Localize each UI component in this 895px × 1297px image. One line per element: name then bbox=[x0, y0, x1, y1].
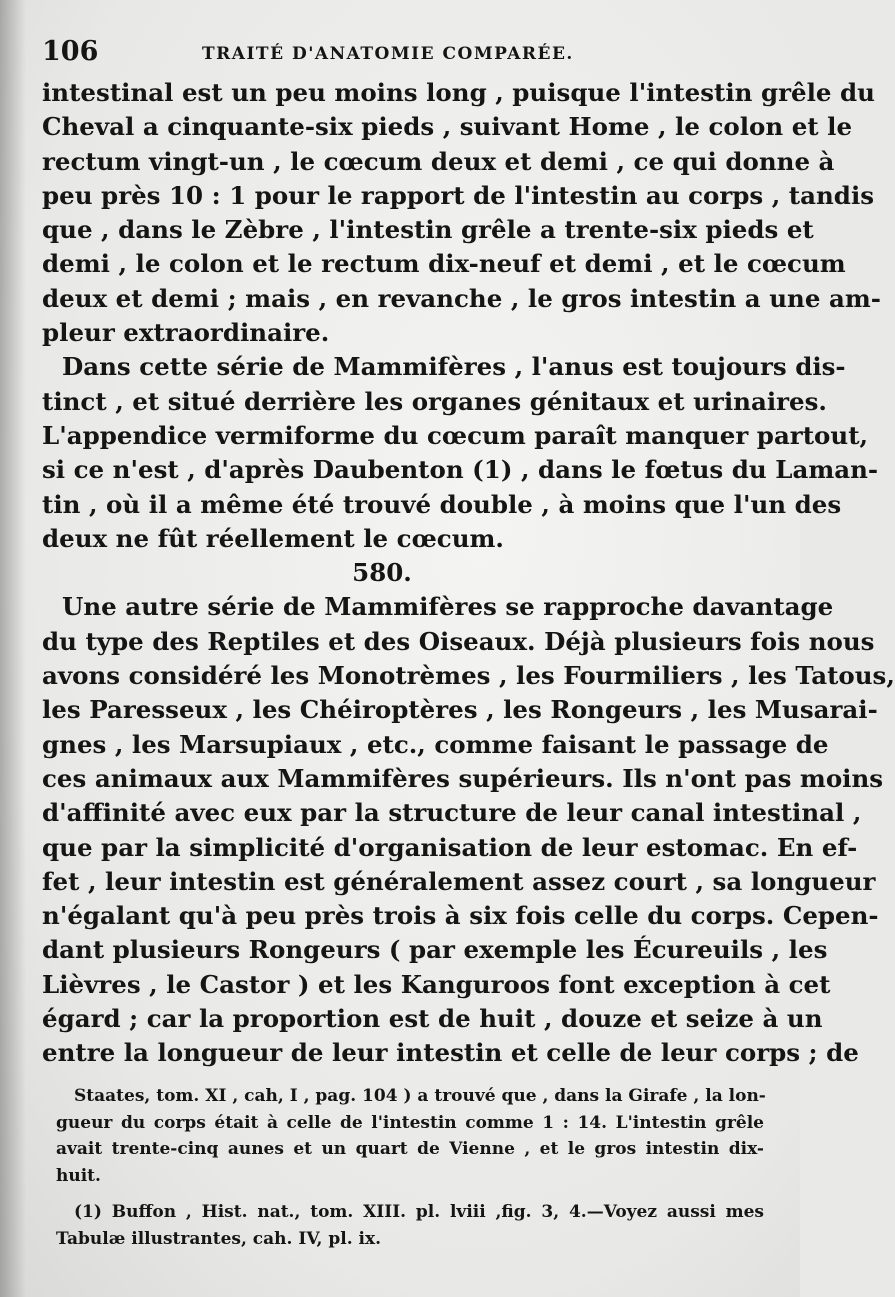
running-title: TRAITÉ D'ANATOMIE COMPARÉE. bbox=[202, 44, 574, 64]
paragraph-1 bbox=[42, 76, 881, 350]
text-line: entre la longueur de leur intestin et celle de leur corps ; de bbox=[42, 1038, 859, 1068]
text-line: fet , leur intestin est généralement assez court , sa longueur bbox=[42, 866, 876, 896]
footnote-line: huit. bbox=[56, 1165, 101, 1186]
text-line: si ce n'est , d'après Daubenton (1) , dans le fœtus du Laman- bbox=[42, 455, 879, 485]
footnote-line: Staates, tom. XI , cah, I , pag. 104 ) a trouvé que , dans la Girafe , la lon- bbox=[74, 1086, 766, 1106]
text-line: demi , le colon et le rectum dix-neuf et demi , et le cœcum bbox=[42, 249, 846, 279]
text-line: dant plusieurs Rongeurs ( par exemple les Écureuils , les bbox=[42, 935, 828, 965]
text-line: tinct , et situé derrière les organes génitaux et urinaires. bbox=[42, 386, 827, 416]
text-line: rectum vingt-un , le cœcum deux et demi , ce qui donne à bbox=[42, 146, 835, 176]
footnote-line: avait trente-cinq aunes et un quart de Vienne , et le gros intestin dix- bbox=[56, 1139, 764, 1160]
page-edge-shadow bbox=[0, 0, 26, 1297]
footnote-line: (1) Buffon , Hist. nat., tom. XIII. pl. lviii ,fig. 3, 4.—Voyez aussi mes bbox=[74, 1202, 764, 1223]
text-line: L'appendice vermiforme du cœcum paraît manquer partout, bbox=[42, 420, 869, 450]
page-header bbox=[42, 36, 762, 70]
text-line: Une autre série de Mammifères se rapproche davantage bbox=[62, 592, 834, 622]
text-line: les Paresseux , les Chéiroptères , les Rongeurs , les Musarai- bbox=[42, 695, 878, 725]
main-text bbox=[42, 76, 895, 1071]
text-line: Lièvres , le Castor ) et les Kanguroos font exception à cet bbox=[42, 969, 831, 999]
text-line: deux ne fût réellement le cœcum. bbox=[42, 523, 504, 553]
text-line: peu près 10 : 1 pour le rapport de l'intestin au corps , tandis bbox=[42, 180, 875, 210]
footnote-line: gueur du corps était à celle de l'intestin comme 1 : 14. L'intestin grêle bbox=[56, 1112, 764, 1133]
text-line: n'égalant qu'à peu près trois à six fois celle du corps. Cepen- bbox=[42, 901, 879, 931]
section-number: 580. bbox=[352, 558, 412, 588]
text-line: Cheval a cinquante-six pieds , suivant Home , le colon et le bbox=[42, 112, 853, 142]
text-line: du type des Reptiles et des Oiseaux. Déjà plusieurs fois nous bbox=[42, 626, 875, 656]
text-line: égard ; car la proportion est de huit , douze et seize à un bbox=[42, 1004, 823, 1034]
footnote-1 bbox=[56, 1199, 764, 1252]
paragraph-2 bbox=[42, 350, 879, 556]
text-line: d'affinité avec eux par la structure de leur canal intestinal , bbox=[42, 798, 862, 828]
text-line: intestinal est un peu moins long , puisque l'intestin grêle du bbox=[42, 78, 875, 107]
text-line: gnes , les Marsupiaux , etc., comme faisant le passage de bbox=[42, 729, 829, 759]
text-line: pleur extraordinaire. bbox=[42, 318, 330, 348]
text-line: tin , où il a même été trouvé double , à moins que l'un des bbox=[42, 489, 842, 519]
text-line: Dans cette série de Mammifères , l'anus est toujours dis- bbox=[62, 352, 846, 382]
text-line: que par la simplicité d'organisation de leur estomac. En ef- bbox=[42, 832, 858, 862]
paragraph-3 bbox=[42, 590, 895, 1070]
footnote-continuation bbox=[56, 1083, 766, 1189]
text-line: avons considéré les Monotrèmes , les Fourmiliers , les Tatous, bbox=[42, 661, 895, 691]
text-line: ces animaux aux Mammifères supérieurs. Ils n'ont pas moins bbox=[42, 763, 884, 793]
footnote-line: Tabulæ illustrantes, cah. IV, pl. ix. bbox=[56, 1228, 382, 1249]
page-number: 106 bbox=[42, 36, 99, 67]
text-line: que , dans le Zèbre , l'intestin grêle a trente-six pieds et bbox=[42, 215, 814, 245]
text-line: deux et demi ; mais , en revanche , le gros intestin a une am- bbox=[42, 283, 881, 313]
footnotes bbox=[56, 1083, 766, 1253]
